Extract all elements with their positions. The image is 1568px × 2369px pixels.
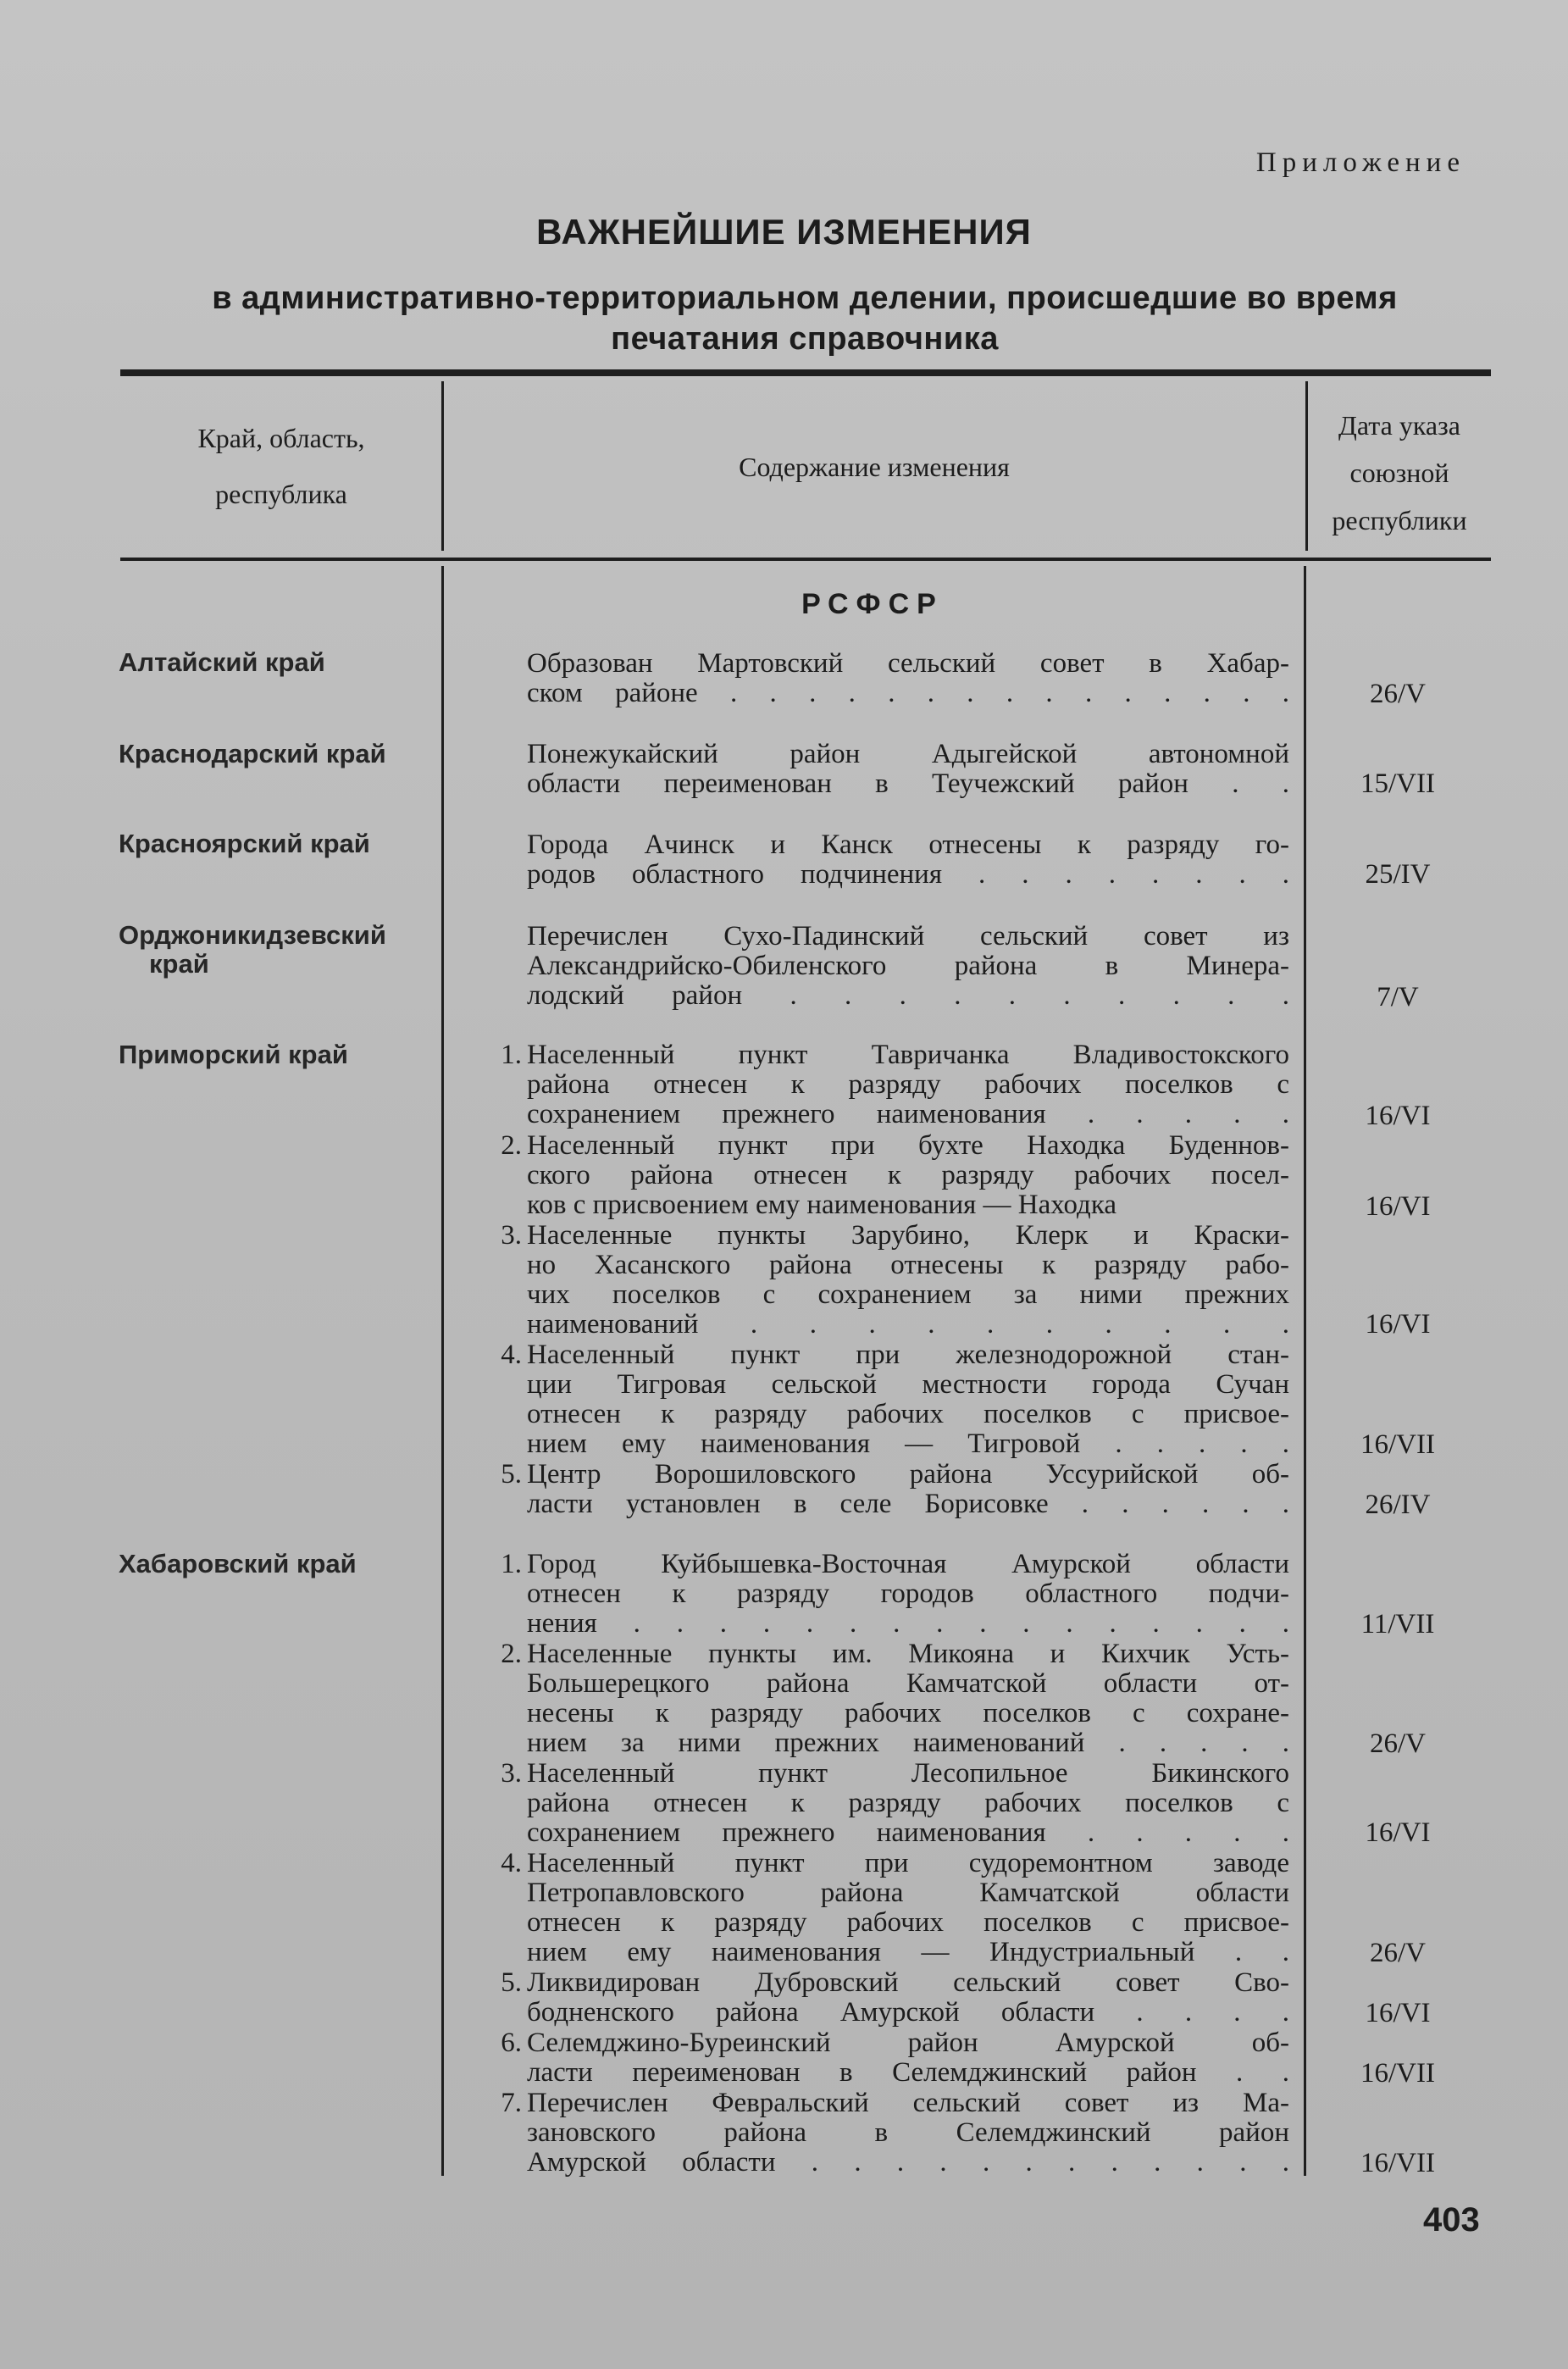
decree-date: 26/V [1370,679,1426,709]
region-name [119,829,440,858]
item-number: 1. [501,1549,522,1579]
description-line: района отнесен к разряду рабочих поселков с [527,1069,1289,1100]
decree-date: 16/VII [1360,2148,1435,2178]
description-line: отнесен к разряду рабочих поселков с присвое- [527,1399,1289,1429]
description-line: ском районе . . . . . . . . . . . . . . . [527,678,1289,708]
description-line: Населенные пункты Зарубино, Клерк и Краски- [527,1220,1289,1251]
description-line: Перечислен Сухо-Падинский сельский совет из [527,921,1289,951]
decree-date: 26/IV [1365,1490,1431,1520]
description-line: области переименован в Теучежский район . . [527,768,1289,799]
change-description [527,1849,1289,1967]
description-line: несены к разряду рабочих поселков с сохране- [527,1698,1289,1728]
description-line: Александрийско-Обиленского района в Минера- [527,951,1289,981]
description-line: Населенный пункт Лесопильное Бикинского [527,1758,1289,1789]
description-line: района отнесен к разряду рабочих поселков с [527,1788,1289,1818]
description-line: сохранением прежнего наименования . . . . . [527,1099,1289,1129]
column-header-content: Содержание изменения [739,452,1010,482]
decree-date: 15/VII [1360,768,1435,799]
description-line: ласти установлен в селе Борисовке . . . . . . [527,1489,1289,1519]
section-heading: РСФСР [801,588,944,620]
change-description [527,1040,1289,1129]
region-name [119,648,440,677]
decree-date: 26/V [1370,1728,1426,1759]
description-line: зановского района в Селемджинский район [527,2117,1289,2148]
description-line: Населенный пункт при бухте Находка Буденнов- [527,1130,1289,1161]
item-number: 2. [501,1639,522,1669]
subtitle-line: печатания справочника [611,321,999,357]
item-number: 6. [501,2028,522,2058]
decree-date: 26/V [1370,1938,1426,1968]
region-name-line: Краснодарский край [119,739,386,768]
page-subtitle [119,278,1491,359]
description-line: Понежукайский район Адыгейской автономной [527,739,1289,769]
description-line: чих поселков с сохранением за ними прежних [527,1279,1289,1310]
column-header-date: Дата указа союзной республики [1332,410,1467,535]
description-line: Большерецкого района Камчатской области от- [527,1668,1289,1699]
region-name-line: Хабаровский край [119,1549,357,1578]
page-title: ВАЖНЕЙШИЕ ИЗМЕНЕНИЯ [536,212,1032,252]
region-name-line: Орджоникидзевский [119,920,386,950]
subtitle-line: в административно-территориальном делении, происшедшие во время [212,280,1398,316]
item-number: 3. [501,1758,522,1789]
region-name [119,921,440,979]
change-description [527,1131,1289,1220]
decree-date: 16/VII [1360,1429,1435,1460]
region-name [119,740,440,768]
top-thick-rule [120,369,1491,376]
decree-date: 16/VI [1365,1817,1431,1848]
description-line: нием ему наименования — Индустриальный . . [527,1937,1289,1967]
description-line: нием за ними прежних наименований . . . . . [527,1728,1289,1758]
description-line: Селемджино-Буреинский район Амурской об- [527,2028,1289,2058]
appendix-label: Приложение [1255,147,1465,178]
description-line: Амурской области . . . . . . . . . . . . [527,2147,1289,2178]
description-line: Города Ачинск и Канск отнесены к разряду го- [527,829,1289,860]
description-line: Центр Ворошиловского района Уссурийской об- [527,1459,1289,1490]
description-line: Ликвидирован Дубровский сельский совет Сво- [527,1967,1289,1998]
decree-date: 25/IV [1365,859,1431,890]
body-divider-right [1304,566,1306,2176]
decree-date: 7/V [1377,982,1419,1013]
description-line: но Хасанского района отнесены к разряду рабо- [527,1250,1289,1280]
description-line: Петропавловского района Камчатской области [527,1878,1289,1908]
description-line: ского района отнесен к разряду рабочих посел- [527,1160,1289,1190]
description-line: Перечислен Февральский сельский совет из Ма- [527,2088,1289,2118]
description-line: отнесен к разряду городов областного подчи- [527,1578,1289,1609]
change-description [527,1340,1289,1459]
description-line: сохранением прежнего наименования . . . . . [527,1817,1289,1848]
change-description [527,1550,1289,1639]
change-description [527,1759,1289,1848]
decree-date: 16/VI [1365,1191,1431,1222]
page-number: 403 [1423,2201,1480,2239]
decree-date: 16/VI [1365,1309,1431,1340]
region-name [119,1040,440,1069]
decree-date: 16/VI [1365,1998,1431,2028]
description-line: бодненского района Амурской области . . . . [527,1997,1289,2028]
description-line: Населенный пункт Тавричанка Владивостокского [527,1040,1289,1070]
description-line: наименований . . . . . . . . . . [527,1309,1289,1340]
change-description [527,1221,1289,1340]
description-line: отнесен к разряду рабочих поселков с присвое- [527,1907,1289,1938]
change-description [527,2089,1289,2178]
item-number: 5. [501,1459,522,1490]
change-description [527,2028,1289,2088]
header-bottom-rule [120,558,1491,561]
decree-date: 16/VI [1365,1101,1431,1131]
description-line: ласти переименован в Селемджинский район . . [527,2057,1289,2088]
description-line: родов областного подчинения . . . . . . . . [527,859,1289,890]
region-name-line: Приморский край [119,1040,348,1069]
region-name-line: Красноярский край [119,829,370,858]
description-line: Населенный пункт при железнодорожной стан- [527,1340,1289,1370]
item-number: 1. [501,1040,522,1070]
item-number: 7. [501,2088,522,2118]
description-line: Населенный пункт при судоремонтном заводе [527,1848,1289,1878]
change-description [527,649,1289,708]
item-number: 3. [501,1220,522,1251]
change-description [527,1460,1289,1519]
item-number: 2. [501,1130,522,1161]
description-line: Образован Мартовский сельский совет в Хабар- [527,648,1289,679]
change-description [527,1639,1289,1758]
change-description [527,740,1289,799]
region-name-line: Алтайский край [119,647,325,677]
body-divider-left [441,566,444,2176]
description-line: ции Тигровая сельской местности города Сучан [527,1369,1289,1400]
change-description [527,1968,1289,2028]
region-name [119,1550,440,1578]
column-header-region: Край, область, республика [197,423,365,509]
item-number: 4. [501,1848,522,1878]
description-line: ков с присвоением ему наименования — Находка [527,1190,1117,1220]
decree-date: 16/VII [1360,2058,1435,2089]
region-name-line: край [149,949,209,979]
decree-date: 11/VII [1360,1609,1435,1639]
description-line: Город Куйбышевка-Восточная Амурской области [527,1549,1289,1579]
change-description [527,922,1289,1011]
description-line: лодский район . . . . . . . . . . [527,980,1289,1011]
item-number: 4. [501,1340,522,1370]
description-line: Населенные пункты им. Микояна и Кихчик Усть- [527,1639,1289,1669]
description-line: нием ему наименования — Тигровой . . . . . [527,1429,1289,1459]
item-number: 5. [501,1967,522,1998]
change-description [527,830,1289,890]
description-line: нения . . . . . . . . . . . . . . . . [527,1608,1289,1639]
